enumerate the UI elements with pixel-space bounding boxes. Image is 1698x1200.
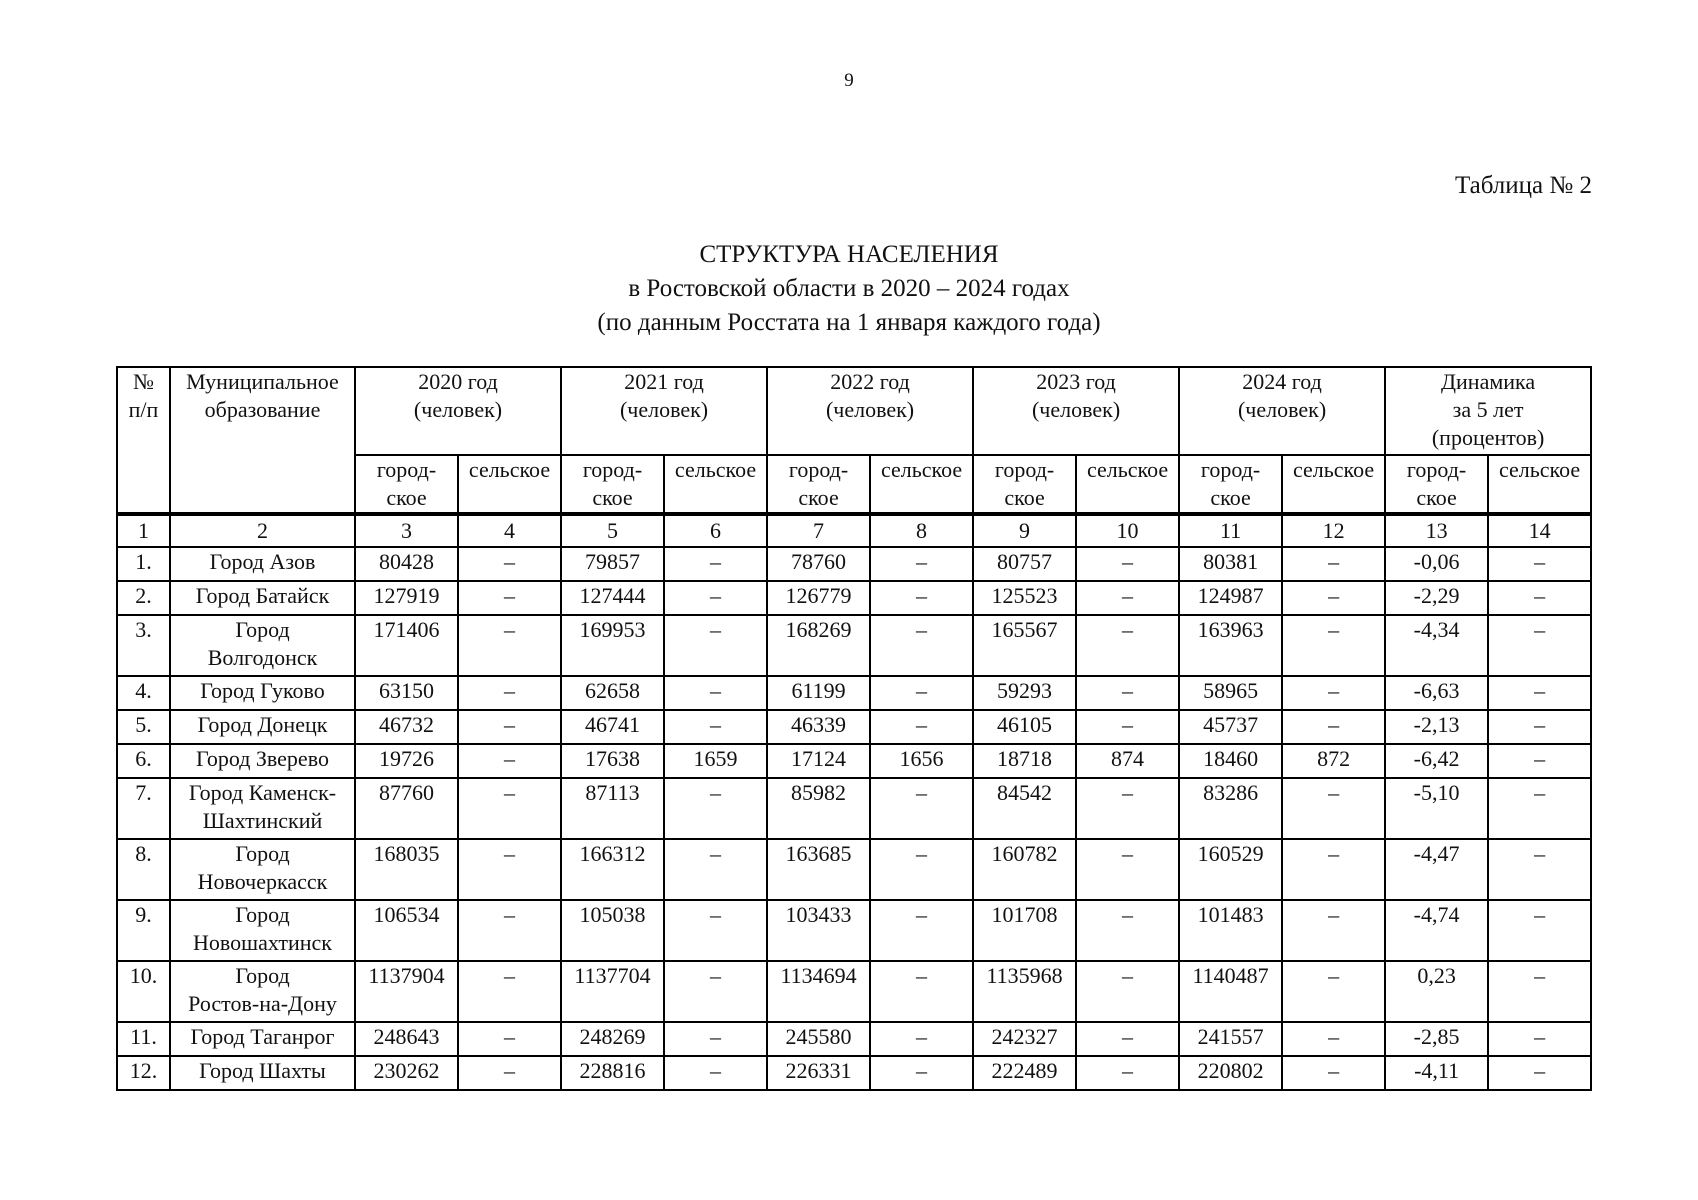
urban-value: 80757 xyxy=(973,547,1076,581)
urban-value: 61199 xyxy=(767,676,870,710)
rural-value: – xyxy=(1488,900,1591,961)
municipality-name: Город Новочеркасск xyxy=(170,839,355,900)
rural-value: – xyxy=(870,778,973,839)
title-line-2: в Ростовской области в 2020 – 2024 годах xyxy=(628,275,1070,302)
header-year-2021: 2021 год (человек) xyxy=(561,367,767,455)
row-number: 12. xyxy=(117,1056,170,1090)
urban-value: -2,13 xyxy=(1385,710,1488,744)
urban-value: 127444 xyxy=(561,581,664,615)
rural-value: – xyxy=(1282,1022,1385,1056)
row-number: 10. xyxy=(117,961,170,1022)
rural-value: – xyxy=(1076,676,1179,710)
municipality-name: Город Азов xyxy=(170,547,355,581)
rural-value: – xyxy=(870,839,973,900)
municipality-name: Город Новошахтинск xyxy=(170,900,355,961)
row-number: 4. xyxy=(117,676,170,710)
header-urban: город- ское xyxy=(1385,455,1488,514)
urban-value: 220802 xyxy=(1179,1056,1282,1090)
rural-value: – xyxy=(870,961,973,1022)
urban-value: -4,34 xyxy=(1385,615,1488,676)
rural-value: – xyxy=(1076,581,1179,615)
column-number: 11 xyxy=(1179,514,1282,547)
rural-value: 1659 xyxy=(664,744,767,778)
rural-value: – xyxy=(458,547,561,581)
urban-value: 160782 xyxy=(973,839,1076,900)
municipality-name: Город Ростов-на-Дону xyxy=(170,961,355,1022)
header-urban: город- ское xyxy=(767,455,870,514)
urban-value: 1134694 xyxy=(767,961,870,1022)
urban-value: 1140487 xyxy=(1179,961,1282,1022)
urban-value: 163685 xyxy=(767,839,870,900)
urban-value: 1137704 xyxy=(561,961,664,1022)
urban-value: 168035 xyxy=(355,839,458,900)
column-number: 1 xyxy=(117,514,170,547)
rural-value: – xyxy=(458,839,561,900)
urban-value: 18460 xyxy=(1179,744,1282,778)
header-urban: город- ское xyxy=(355,455,458,514)
rural-value: – xyxy=(870,900,973,961)
header-urban: город- ское xyxy=(561,455,664,514)
urban-value: 46732 xyxy=(355,710,458,744)
urban-value: -2,29 xyxy=(1385,581,1488,615)
municipality-name: Город Батайск xyxy=(170,581,355,615)
rural-value: – xyxy=(1282,961,1385,1022)
header-year-2020: 2020 год (человек) xyxy=(355,367,561,455)
urban-value: 1135968 xyxy=(973,961,1076,1022)
municipality-name: Город Зверево xyxy=(170,744,355,778)
urban-value: 160529 xyxy=(1179,839,1282,900)
table-row xyxy=(117,676,1591,710)
rural-value: – xyxy=(1488,581,1591,615)
table-row xyxy=(117,547,1591,581)
page-number: 9 xyxy=(844,70,854,91)
table-label: Таблица № 2 xyxy=(1454,172,1592,199)
urban-value: 45737 xyxy=(1179,710,1282,744)
table-row xyxy=(117,710,1591,744)
rural-value: – xyxy=(1282,615,1385,676)
column-number: 10 xyxy=(1076,514,1179,547)
urban-value: 242327 xyxy=(973,1022,1076,1056)
urban-value: 169953 xyxy=(561,615,664,676)
rural-value: – xyxy=(1076,615,1179,676)
rural-value: – xyxy=(1282,778,1385,839)
rural-value: – xyxy=(458,1056,561,1090)
rural-value: – xyxy=(1488,1056,1591,1090)
rural-value: – xyxy=(1076,778,1179,839)
row-number: 1. xyxy=(117,547,170,581)
column-number: 9 xyxy=(973,514,1076,547)
rural-value: – xyxy=(1488,839,1591,900)
rural-value: – xyxy=(1076,1056,1179,1090)
urban-value: 228816 xyxy=(561,1056,664,1090)
rural-value: – xyxy=(1488,710,1591,744)
header-urban: город- ское xyxy=(1179,455,1282,514)
rural-value: – xyxy=(1076,547,1179,581)
rural-value: – xyxy=(664,839,767,900)
rural-value: – xyxy=(870,581,973,615)
urban-value: 165567 xyxy=(973,615,1076,676)
urban-value: 127919 xyxy=(355,581,458,615)
header-dynamics: Динамика за 5 лет (процентов) xyxy=(1385,367,1591,455)
urban-value: 84542 xyxy=(973,778,1076,839)
header-rural: сельское xyxy=(458,455,561,514)
urban-value: 83286 xyxy=(1179,778,1282,839)
urban-value: 245580 xyxy=(767,1022,870,1056)
column-number: 14 xyxy=(1488,514,1591,547)
rural-value: – xyxy=(1282,547,1385,581)
rural-value: – xyxy=(870,547,973,581)
rural-value: – xyxy=(1076,900,1179,961)
urban-value: 80428 xyxy=(355,547,458,581)
urban-value: 226331 xyxy=(767,1056,870,1090)
column-number: 7 xyxy=(767,514,870,547)
rural-value: – xyxy=(664,676,767,710)
rural-value: – xyxy=(1076,961,1179,1022)
urban-value: 106534 xyxy=(355,900,458,961)
header-rural: сельское xyxy=(870,455,973,514)
column-number: 13 xyxy=(1385,514,1488,547)
row-number: 11. xyxy=(117,1022,170,1056)
urban-value: 19726 xyxy=(355,744,458,778)
rural-value: – xyxy=(458,778,561,839)
urban-value: 59293 xyxy=(973,676,1076,710)
row-number: 7. xyxy=(117,778,170,839)
rural-value: – xyxy=(870,710,973,744)
rural-value: – xyxy=(870,615,973,676)
rural-value: – xyxy=(870,1056,973,1090)
municipality-name: Город Донецк xyxy=(170,710,355,744)
table-row xyxy=(117,1022,1591,1056)
rural-value: – xyxy=(664,547,767,581)
rural-value: – xyxy=(664,961,767,1022)
urban-value: 80381 xyxy=(1179,547,1282,581)
column-number: 2 xyxy=(170,514,355,547)
table-row xyxy=(117,778,1591,839)
urban-value: -0,06 xyxy=(1385,547,1488,581)
table-row xyxy=(117,839,1591,900)
rural-value: – xyxy=(458,744,561,778)
municipality-name: Город Шахты xyxy=(170,1056,355,1090)
urban-value: 248643 xyxy=(355,1022,458,1056)
urban-value: 46339 xyxy=(767,710,870,744)
urban-value: 171406 xyxy=(355,615,458,676)
rural-value: – xyxy=(458,615,561,676)
rural-value: 874 xyxy=(1076,744,1179,778)
rural-value: – xyxy=(1488,676,1591,710)
table-row xyxy=(117,615,1591,676)
rural-value: 872 xyxy=(1282,744,1385,778)
urban-value: 0,23 xyxy=(1385,961,1488,1022)
row-number: 8. xyxy=(117,839,170,900)
rural-value: – xyxy=(458,710,561,744)
urban-value: 101483 xyxy=(1179,900,1282,961)
header-municipality: Муниципальное образование xyxy=(170,367,355,514)
municipality-name: Город Гуково xyxy=(170,676,355,710)
population-table xyxy=(116,366,1592,1091)
rural-value: – xyxy=(1282,710,1385,744)
table-title xyxy=(0,238,1698,340)
urban-value: 1137904 xyxy=(355,961,458,1022)
column-number: 3 xyxy=(355,514,458,547)
rural-value: – xyxy=(1488,615,1591,676)
urban-value: 17638 xyxy=(561,744,664,778)
urban-value: 241557 xyxy=(1179,1022,1282,1056)
urban-value: 62658 xyxy=(561,676,664,710)
rural-value: – xyxy=(1488,744,1591,778)
urban-value: -4,47 xyxy=(1385,839,1488,900)
urban-value: 17124 xyxy=(767,744,870,778)
urban-value: 222489 xyxy=(973,1056,1076,1090)
header-rural: сельское xyxy=(1282,455,1385,514)
title-line-1: СТРУКТУРА НАСЕЛЕНИЯ xyxy=(699,241,999,268)
rural-value: – xyxy=(458,900,561,961)
municipality-name: Город Каменск- Шахтинский xyxy=(170,778,355,839)
rural-value: – xyxy=(1282,1056,1385,1090)
table-body xyxy=(117,547,1591,1090)
rural-value: – xyxy=(664,900,767,961)
row-number: 9. xyxy=(117,900,170,961)
rural-value: – xyxy=(664,778,767,839)
urban-value: 46105 xyxy=(973,710,1076,744)
rural-value: – xyxy=(1282,839,1385,900)
table-row xyxy=(117,581,1591,615)
urban-value: 101708 xyxy=(973,900,1076,961)
rural-value: – xyxy=(1488,1022,1591,1056)
rural-value: – xyxy=(458,961,561,1022)
rural-value: – xyxy=(1282,676,1385,710)
urban-value: 163963 xyxy=(1179,615,1282,676)
urban-value: 126779 xyxy=(767,581,870,615)
rural-value: – xyxy=(1076,1022,1179,1056)
column-number: 5 xyxy=(561,514,664,547)
header-urban: город- ское xyxy=(973,455,1076,514)
rural-value: – xyxy=(1488,547,1591,581)
table-row xyxy=(117,744,1591,778)
urban-value: 46741 xyxy=(561,710,664,744)
urban-value: 168269 xyxy=(767,615,870,676)
urban-value: 78760 xyxy=(767,547,870,581)
row-number: 5. xyxy=(117,710,170,744)
header-rural: сельское xyxy=(1488,455,1591,514)
rural-value: – xyxy=(664,581,767,615)
urban-value: 230262 xyxy=(355,1056,458,1090)
urban-value: -6,63 xyxy=(1385,676,1488,710)
rural-value: – xyxy=(458,581,561,615)
table-row xyxy=(117,1056,1591,1090)
table-header xyxy=(117,367,1591,547)
urban-value: 125523 xyxy=(973,581,1076,615)
rural-value: – xyxy=(458,676,561,710)
urban-value: -5,10 xyxy=(1385,778,1488,839)
urban-value: -4,11 xyxy=(1385,1056,1488,1090)
row-number: 3. xyxy=(117,615,170,676)
table-row xyxy=(117,961,1591,1022)
header-rural: сельское xyxy=(664,455,767,514)
urban-value: 87113 xyxy=(561,778,664,839)
urban-value: -4,74 xyxy=(1385,900,1488,961)
row-number: 2. xyxy=(117,581,170,615)
urban-value: -6,42 xyxy=(1385,744,1488,778)
municipality-name: Город Волгодонск xyxy=(170,615,355,676)
rural-value: – xyxy=(870,1022,973,1056)
urban-value: -2,85 xyxy=(1385,1022,1488,1056)
column-number: 8 xyxy=(870,514,973,547)
column-number: 6 xyxy=(664,514,767,547)
table-row xyxy=(117,900,1591,961)
urban-value: 85982 xyxy=(767,778,870,839)
column-number: 4 xyxy=(458,514,561,547)
rural-value: – xyxy=(1488,961,1591,1022)
column-number: 12 xyxy=(1282,514,1385,547)
urban-value: 18718 xyxy=(973,744,1076,778)
urban-value: 63150 xyxy=(355,676,458,710)
rural-value: – xyxy=(870,676,973,710)
urban-value: 105038 xyxy=(561,900,664,961)
urban-value: 166312 xyxy=(561,839,664,900)
rural-value: – xyxy=(1076,710,1179,744)
rural-value: – xyxy=(664,615,767,676)
rural-value: – xyxy=(664,1022,767,1056)
municipality-name: Город Таганрог xyxy=(170,1022,355,1056)
header-number: № п/п xyxy=(117,367,170,514)
rural-value: – xyxy=(1282,900,1385,961)
urban-value: 79857 xyxy=(561,547,664,581)
header-year-2022: 2022 год (человек) xyxy=(767,367,973,455)
header-rural: сельское xyxy=(1076,455,1179,514)
urban-value: 248269 xyxy=(561,1022,664,1056)
rural-value: – xyxy=(1282,581,1385,615)
rural-value: – xyxy=(664,710,767,744)
header-year-2024: 2024 год (человек) xyxy=(1179,367,1385,455)
rural-value: 1656 xyxy=(870,744,973,778)
urban-value: 87760 xyxy=(355,778,458,839)
title-line-3: (по данным Росстата на 1 января каждого года) xyxy=(597,309,1101,336)
column-numbers-row xyxy=(117,514,1591,547)
row-number: 6. xyxy=(117,744,170,778)
urban-value: 103433 xyxy=(767,900,870,961)
rural-value: – xyxy=(664,1056,767,1090)
rural-value: – xyxy=(458,1022,561,1056)
rural-value: – xyxy=(1076,839,1179,900)
header-year-2023: 2023 год (человек) xyxy=(973,367,1179,455)
rural-value: – xyxy=(1488,778,1591,839)
urban-value: 124987 xyxy=(1179,581,1282,615)
urban-value: 58965 xyxy=(1179,676,1282,710)
